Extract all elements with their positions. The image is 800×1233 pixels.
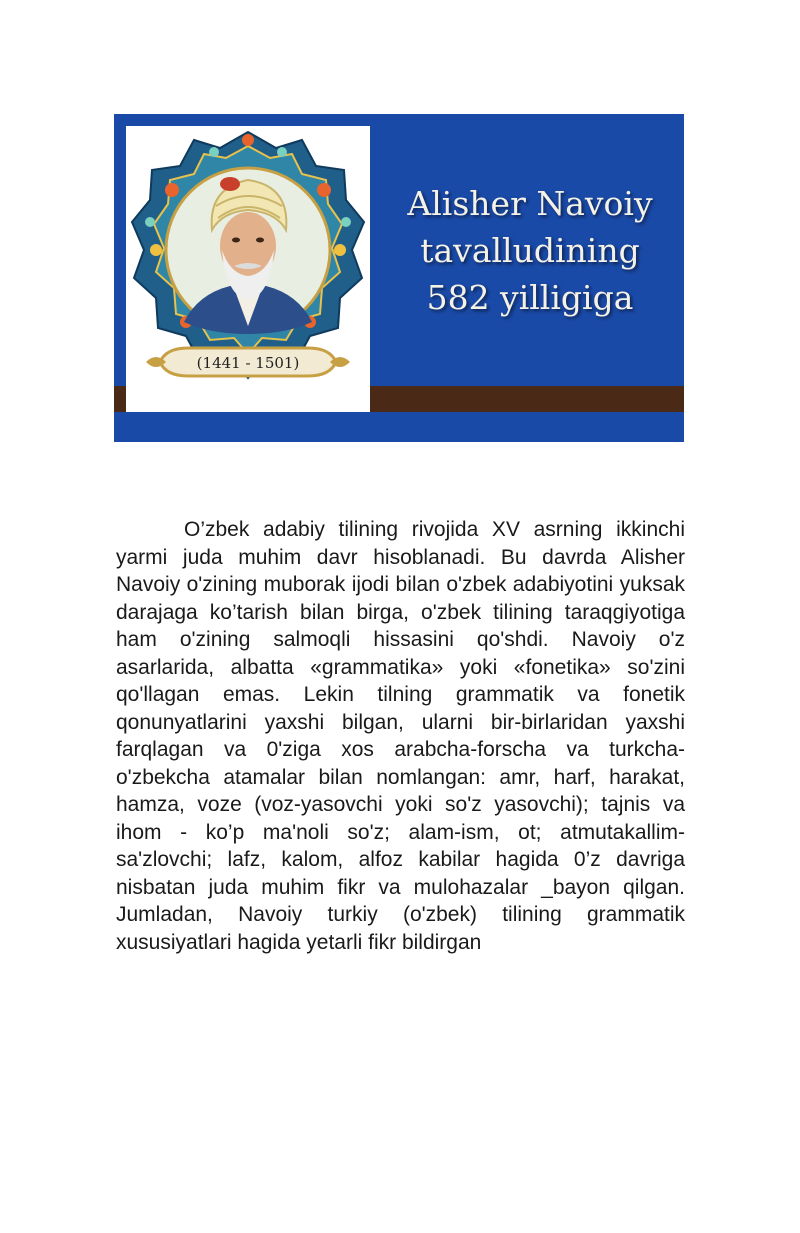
banner-title (380, 180, 680, 321)
portrait-image (126, 126, 370, 412)
years-label: (1441 - 1501) (196, 354, 300, 372)
banner (114, 114, 684, 442)
banner-title-line: Alisher Navoiy (407, 184, 653, 223)
cartouche (146, 348, 350, 376)
banner-title-line: 582 yilligiga (426, 278, 634, 317)
banner-title-line: tavalludining (420, 231, 640, 270)
portrait-panel (126, 126, 370, 412)
article-paragraph: O’zbek adabiy tilining rivojida XV asrning ikkinchi yarmi juda muhim davr hisoblanadi. Bu davrda Alisher Navoiy o'zining muborak ijodi bilan o'zbek adabiyotini yuksak darajaga ko’tarish bilan birga, o'zbek tilining taraqgiyotiga ham o'zining salmoqli hissasini qo'shdi. Navoiy o'z asarlarida, albatta «grammatika» yoki «fonetika» so'zini qo'llagan emas. Lekin tilning grammatik va fonetik qonunyatlarini yaxshi bilgan, ularni bir-birlaridan yaxshi farqlagan va 0'ziga xos arabcha-forscha va turkcha- o'zbekcha atamalar bilan nomlangan: amr, harf, harakat, hamza, voze (voz-yasovchi yoki so'z yasovchi); tajnis va ihom - ko’p ma'noli so'z; alam-ism, ot; atmutakallim- sa'zlovchi; lafz, kalom, alfoz kabilar hagida 0’z davriga nisbatan juda muhim fikr va mulohazalar _bayon qilgan. Jumladan, Navoiy turkiy (o'zbek) tilining grammatik xususiyatlari hagida yetarli fikr bildirgan (116, 518, 685, 954)
